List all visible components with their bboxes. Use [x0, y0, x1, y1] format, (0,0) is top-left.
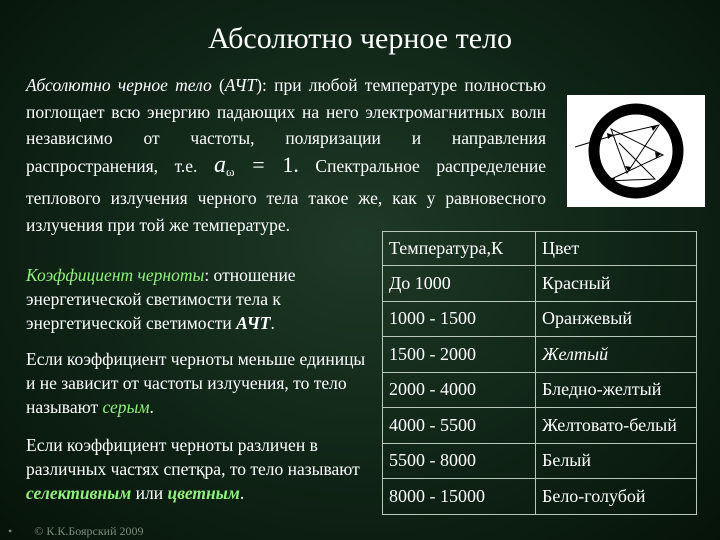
emissivity-end: . — [270, 313, 275, 333]
intro-paragraph — [26, 72, 546, 238]
emissivity-term: Коэффициент черноты — [26, 265, 205, 285]
gray-body-term: серым — [102, 397, 150, 417]
selective-mid: или — [131, 483, 168, 503]
table-cell: 1000 - 1500 — [383, 301, 536, 337]
gray-body-text: Если коэффициент черноты меньше единицы и не зависит от частоты излучения, то тело называют — [26, 349, 366, 417]
selective-body-text: Если коэффициент черноты различен в различных частях спетқра, то тело называют — [26, 435, 360, 479]
table-header-row — [383, 232, 697, 266]
intro-text-2: Спектральное распределение теплового излучения черного тела такое же, как у равновесного излучения при той же температуре. — [26, 155, 546, 235]
intro-math-a: a — [214, 151, 226, 178]
selective-body-paragraph — [26, 433, 366, 505]
gray-body-paragraph — [26, 347, 366, 419]
table-row — [383, 443, 697, 479]
slide-title: Абсолютно черное тело — [207, 22, 512, 55]
table-cell: До 1000 — [383, 266, 536, 302]
blackbody-cavity-illustration — [567, 95, 705, 207]
selective-term: селективным — [26, 483, 132, 503]
table-header-cell: Цвет — [536, 232, 697, 266]
left-column — [26, 263, 366, 519]
table-cell: 2000 - 4000 — [383, 372, 536, 408]
footer — [8, 524, 144, 539]
table-cell: 8000 - 15000 — [383, 479, 536, 515]
table-cell: Бледно-желтый — [536, 372, 697, 408]
intro-text-1: при любой температуре полностью поглощает всю энергию падающих на него электромагнитных волн независимо от частоты, поляризации и направления распространения, т.е. — [26, 75, 547, 176]
gray-body-end: . — [149, 397, 154, 417]
table-row — [383, 372, 697, 408]
footer-bullet: • — [8, 524, 13, 538]
selective-end: . — [239, 483, 245, 503]
table-header-cell: Температура,К — [383, 232, 536, 266]
table-row — [383, 479, 697, 515]
table-cell: 1500 - 2000 — [383, 337, 536, 373]
emissivity-abbr: АЧТ — [236, 313, 271, 333]
table-cell: Оранжевый — [536, 301, 697, 337]
table-cell: Желтый — [536, 337, 697, 373]
table-cell: Красный — [536, 266, 697, 302]
copyright-text: © К.К.Боярский 2009 — [34, 524, 144, 538]
table-cell: 4000 - 5500 — [383, 408, 536, 444]
colored-term: цветным — [167, 483, 240, 503]
intro-abbr-open: ( — [211, 75, 225, 95]
temperature-color-table — [382, 231, 697, 515]
table-cell: 5500 - 8000 — [383, 443, 536, 479]
table-row — [383, 337, 697, 373]
table-cell: Бело-голубой — [536, 479, 697, 515]
table-row — [383, 408, 697, 444]
intro-math-eq: = 1. — [234, 151, 299, 177]
intro-abbr: АЧТ — [224, 75, 257, 95]
emissivity-text: : отношение энергетической светимости тела к энергетической светимости — [26, 265, 296, 333]
table-cell: Белый — [536, 443, 697, 479]
table-row — [383, 266, 697, 302]
table-cell: Желтовато-белый — [536, 408, 697, 444]
table-row — [383, 301, 697, 337]
intro-math-sub: ω — [226, 163, 235, 179]
intro-abbr-close: ): — [256, 75, 275, 95]
intro-term: Абсолютно черное тело — [26, 75, 212, 95]
emissivity-definition — [26, 263, 366, 335]
